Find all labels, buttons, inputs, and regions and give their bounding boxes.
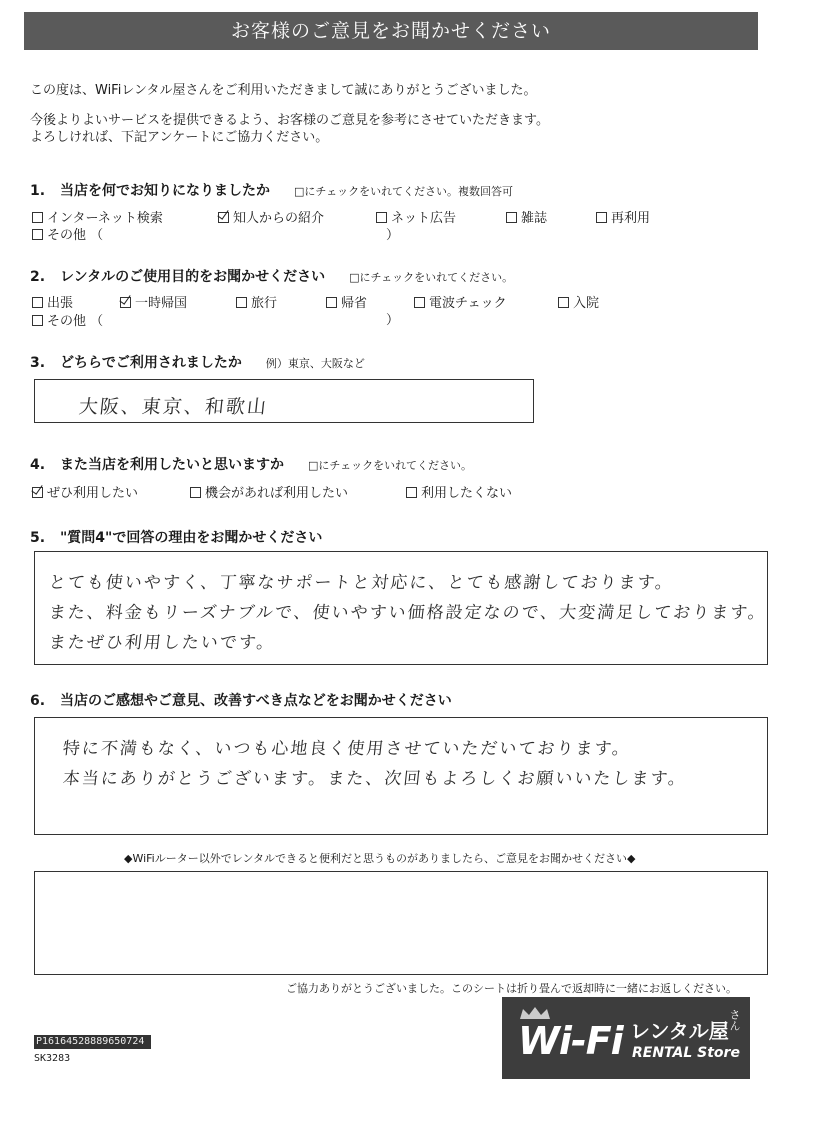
q2-option-other[interactable]: その他 （	[32, 310, 103, 329]
question-2-hint: □にチェックをいれてください。	[349, 271, 514, 284]
q7-answer-box[interactable]	[34, 871, 768, 975]
logo-wifi-text: Wi-Fi	[518, 1019, 623, 1063]
checkbox-icon[interactable]	[32, 229, 43, 240]
wifi-rental-logo	[502, 997, 750, 1079]
checkbox-icon[interactable]	[32, 212, 43, 223]
q1-option-other[interactable]: その他 （	[32, 224, 103, 243]
q5-answer-line-2: また、料金もリーズナブルで、使いやすい価格設定なので、大変満足しております。	[47, 603, 768, 623]
question-4-title: 4. また当店を利用したいと思いますか □にチェックをいれてください。	[30, 457, 473, 473]
question-2-title: 2. レンタルのご使用目的をお聞かせください □にチェックをいれてください。	[30, 269, 514, 285]
q2-option-travel[interactable]: 旅行	[236, 292, 277, 311]
question-1-title: 1. 当店を何でお知りになりましたか □にチェックをいれてください。複数回答可	[30, 183, 514, 199]
q2-option-hospitalization[interactable]: 入院	[558, 292, 599, 311]
q1-option-referral[interactable]: 知人からの紹介	[218, 207, 324, 226]
q5-answer-line-3: またぜひ利用したいです。	[47, 633, 277, 653]
q6-answer-line-2: 本当にありがとうございます。また、次回もよろしくお願いいたします。	[61, 769, 689, 789]
q5-answer-line-1: とても使いやすく、丁寧なサポートと対応に、とても感謝しております。	[47, 573, 676, 593]
question-6-title: 6. 当店のご感想やご意見、改善すべき点などをお聞かせください	[30, 693, 452, 709]
page-title: お客様のご意見をお聞かせください	[230, 20, 551, 42]
intro-line-2: 今後よりよいサービスを提供できるよう、お客様のご意見を参考にさせていただきます。	[30, 113, 549, 128]
checkbox-icon[interactable]	[32, 297, 43, 308]
page-header	[24, 12, 758, 50]
question-3-title: 3. どちらでご利用されましたか 例）東京、大阪など	[30, 355, 365, 371]
checkbox-icon[interactable]	[414, 297, 425, 308]
intro-line-3: よろしければ、下記アンケートにご協力ください。	[30, 130, 329, 145]
q4-option-if-chance[interactable]: 機会があれば利用したい	[190, 482, 348, 501]
checkbox-icon[interactable]	[376, 212, 387, 223]
q4-option-definitely[interactable]: ぜひ利用したい	[32, 482, 138, 501]
q2-other-close-paren: ）	[386, 313, 400, 328]
footer-thanks: ご協力ありがとうございました。このシートは折り畳んで返却時に一緒にお返しください。	[286, 982, 737, 995]
q2-option-signal-check[interactable]: 電波チェック	[414, 292, 507, 311]
checkbox-icon[interactable]	[558, 297, 569, 308]
logo-en-text: RENTAL Store	[632, 1045, 740, 1061]
checkbox-icon[interactable]	[190, 487, 201, 498]
checkbox-icon[interactable]	[406, 487, 417, 498]
q4-option-no[interactable]: 利用したくない	[406, 482, 512, 501]
checked-checkbox-icon[interactable]	[218, 212, 229, 223]
checkbox-icon[interactable]	[506, 212, 517, 223]
q1-other-close-paren: ）	[386, 228, 400, 243]
sheet-code: SK3283	[34, 1053, 71, 1064]
q5-answer-box[interactable]	[34, 551, 768, 665]
q2-option-homecoming[interactable]: 帰省	[326, 292, 367, 311]
question-3-hint: 例）東京、大阪など	[265, 357, 365, 370]
q6-answer-box[interactable]	[34, 717, 768, 835]
checked-checkbox-icon[interactable]	[120, 297, 131, 308]
checkbox-icon[interactable]	[32, 315, 43, 326]
checked-checkbox-icon[interactable]	[32, 487, 43, 498]
q1-option-net-ad[interactable]: ネット広告	[376, 207, 456, 226]
intro-line-1: この度は、WiFiレンタル屋さんをご利用いただきまして誠にありがとうございました。	[30, 83, 537, 98]
barcode-id: P16164528889650724	[34, 1035, 151, 1049]
logo-san-text: さん	[728, 1009, 741, 1031]
q1-option-reuse[interactable]: 再利用	[596, 207, 650, 226]
question-5-title: 5. "質問4"で回答の理由をお聞かせください	[30, 530, 323, 546]
checkbox-icon[interactable]	[596, 212, 607, 223]
q3-answer-text: 大阪、東京、和歌山	[77, 396, 270, 418]
checkbox-icon[interactable]	[236, 297, 247, 308]
q2-option-business-trip[interactable]: 出張	[32, 292, 73, 311]
crown-icon	[520, 1007, 550, 1019]
q2-option-temporary-return[interactable]: 一時帰国	[120, 292, 187, 311]
q1-option-internet-search[interactable]: インターネット検索	[32, 207, 163, 226]
q6-answer-line-1: 特に不満もなく、いつも心地良く使用させていただいております。	[61, 739, 633, 759]
checkbox-icon[interactable]	[326, 297, 337, 308]
q1-option-magazine[interactable]: 雑誌	[506, 207, 547, 226]
question-4-hint: □にチェックをいれてください。	[308, 459, 473, 472]
q3-answer-box[interactable]	[34, 379, 534, 423]
question-1-hint: □にチェックをいれてください。複数回答可	[294, 185, 514, 198]
logo-jp-text: レンタル屋	[630, 1019, 729, 1043]
question-7-title: ◆WiFiルーター以外でレンタルできると便利だと思うものがありましたら、ご意見をお聞かせください◆	[124, 852, 636, 865]
